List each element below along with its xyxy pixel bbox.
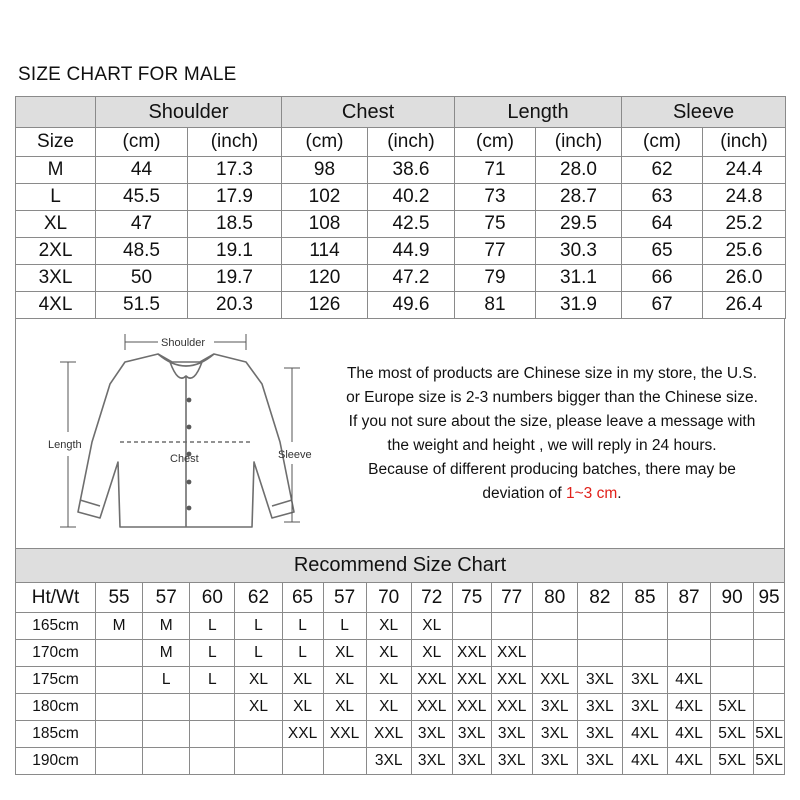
measure-cell: 50	[96, 265, 188, 292]
recommended-size-cell	[190, 721, 235, 748]
recommended-size-cell	[235, 721, 282, 748]
recommended-size-cell: XL	[323, 667, 366, 694]
deviation-value: 1~3 cm	[566, 485, 618, 502]
shirt-diagram	[30, 322, 330, 544]
weight-header: 62	[235, 583, 282, 613]
recommended-size-cell	[532, 640, 577, 667]
note-line: the weight and height , we will reply in 24 hours.	[387, 437, 717, 454]
weight-header: 57	[143, 583, 190, 613]
measure-cell: 98	[282, 157, 368, 184]
recommended-size-cell	[95, 748, 142, 775]
unit-header: (cm)	[622, 128, 703, 157]
recommended-size-cell: L	[323, 613, 366, 640]
recommended-size-cell	[622, 613, 667, 640]
measure-cell: 42.5	[368, 211, 455, 238]
measure-cell: 47	[96, 211, 188, 238]
size-group-header-row	[16, 97, 786, 128]
recommended-size-cell	[95, 640, 142, 667]
measure-cell: 81	[455, 292, 536, 319]
size-row	[16, 292, 786, 319]
recommended-size-cell: 3XL	[411, 721, 452, 748]
recommended-size-cell: XL	[366, 613, 411, 640]
recommended-size-cell: 3XL	[452, 721, 491, 748]
recommended-size-cell	[143, 721, 190, 748]
measure-cell: 51.5	[96, 292, 188, 319]
measure-cell: 44	[96, 157, 188, 184]
recommended-size-cell: L	[282, 640, 323, 667]
recommended-size-cell: 5XL	[711, 721, 754, 748]
recommended-size-cell: 3XL	[532, 721, 577, 748]
recommended-size-cell: 3XL	[577, 748, 622, 775]
note-line: or Europe size is 2-3 numbers bigger than the Chinese size.	[346, 389, 758, 406]
measure-cell: 24.8	[703, 184, 786, 211]
size-row	[16, 238, 786, 265]
recommended-size-cell: XXL	[323, 721, 366, 748]
weight-header: 85	[622, 583, 667, 613]
measure-cell: 28.0	[536, 157, 622, 184]
size-row	[16, 211, 786, 238]
group-header-chest: Chest	[282, 97, 455, 128]
recommended-size-cell	[323, 748, 366, 775]
measure-cell: 73	[455, 184, 536, 211]
recommended-size-cell: 4XL	[668, 667, 711, 694]
measure-cell: 62	[622, 157, 703, 184]
recommended-size-cell	[754, 613, 785, 640]
info-panel	[15, 318, 785, 548]
unit-header: (cm)	[96, 128, 188, 157]
recommended-size-cell	[668, 640, 711, 667]
recommended-size-cell: 3XL	[577, 694, 622, 721]
size-note	[328, 362, 776, 506]
size-row	[16, 184, 786, 211]
recommended-size-cell: 5XL	[754, 748, 785, 775]
height-row	[16, 613, 785, 640]
measure-cell: 17.3	[188, 157, 282, 184]
weight-header: 87	[668, 583, 711, 613]
measure-cell: 20.3	[188, 292, 282, 319]
group-header-shoulder: Shoulder	[96, 97, 282, 128]
recommended-size-cell: XXL	[452, 667, 491, 694]
recommended-size-cell: XL	[366, 667, 411, 694]
weight-header-row	[16, 583, 785, 613]
recommended-size-cell: 3XL	[577, 667, 622, 694]
measure-cell: 30.3	[536, 238, 622, 265]
recommended-size-cell: 4XL	[622, 748, 667, 775]
deviation-prefix: deviation of	[482, 485, 566, 502]
recommended-size-cell: XXL	[452, 640, 491, 667]
unit-header: (cm)	[282, 128, 368, 157]
recommended-size-cell: 4XL	[622, 721, 667, 748]
measure-cell: 65	[622, 238, 703, 265]
measure-cell: 18.5	[188, 211, 282, 238]
recommended-size-cell	[95, 667, 142, 694]
measure-cell: 19.7	[188, 265, 282, 292]
height-row	[16, 748, 785, 775]
height-row	[16, 640, 785, 667]
recommended-size-cell	[754, 694, 785, 721]
recommended-size-cell: M	[143, 613, 190, 640]
recommended-size-cell: XXL	[411, 694, 452, 721]
measure-cell: 71	[455, 157, 536, 184]
recommended-size-cell: XXL	[491, 694, 532, 721]
group-header-length: Length	[455, 97, 622, 128]
measure-cell: 64	[622, 211, 703, 238]
recommended-size-cell	[190, 694, 235, 721]
measure-cell: 25.6	[703, 238, 786, 265]
weight-header: 80	[532, 583, 577, 613]
recommended-size-cell: XL	[366, 640, 411, 667]
note-line: If you not sure about the size, please leave a message with	[348, 413, 756, 430]
recommended-size-cell: 3XL	[577, 721, 622, 748]
weight-header: 57	[323, 583, 366, 613]
recommended-size-cell: XL	[235, 694, 282, 721]
size-label: L	[16, 184, 96, 211]
recommended-size-cell: XXL	[491, 640, 532, 667]
measure-cell: 19.1	[188, 238, 282, 265]
recommended-size-cell: XXL	[411, 667, 452, 694]
measure-cell: 25.2	[703, 211, 786, 238]
measure-cell: 24.4	[703, 157, 786, 184]
recommended-size-cell	[143, 748, 190, 775]
height-label: 185cm	[16, 721, 96, 748]
recommended-size-cell: M	[143, 640, 190, 667]
recommended-size-cell	[143, 694, 190, 721]
recommended-size-cell	[711, 667, 754, 694]
measure-cell: 38.6	[368, 157, 455, 184]
measure-cell: 31.9	[536, 292, 622, 319]
measure-cell: 108	[282, 211, 368, 238]
recommended-size-cell: 3XL	[491, 748, 532, 775]
recommended-size-cell: 3XL	[532, 694, 577, 721]
recommended-size-cell: L	[190, 613, 235, 640]
measure-cell: 40.2	[368, 184, 455, 211]
recommended-size-cell: XL	[411, 613, 452, 640]
size-column-header: Size	[16, 128, 96, 157]
recommended-size-cell	[452, 613, 491, 640]
recommended-size-cell: L	[235, 613, 282, 640]
weight-header: 60	[190, 583, 235, 613]
recommended-size-cell	[754, 667, 785, 694]
recommended-size-cell: XL	[235, 667, 282, 694]
recommended-size-cell: L	[282, 613, 323, 640]
recommended-size-cell	[711, 640, 754, 667]
recommended-size-cell: 3XL	[411, 748, 452, 775]
shirt-collar	[158, 354, 214, 378]
recommended-size-cell: 3XL	[366, 748, 411, 775]
weight-header: 70	[366, 583, 411, 613]
measure-cell: 102	[282, 184, 368, 211]
measure-cell: 120	[282, 265, 368, 292]
recommended-size-cell: XL	[282, 694, 323, 721]
recommended-size-cell: XXL	[282, 721, 323, 748]
recommended-size-cell: 4XL	[668, 721, 711, 748]
recommended-size-cell	[577, 613, 622, 640]
measure-cell: 48.5	[96, 238, 188, 265]
recommended-size-cell: 3XL	[452, 748, 491, 775]
recommended-size-cell	[668, 613, 711, 640]
height-label: 165cm	[16, 613, 96, 640]
recommended-size-cell: 3XL	[532, 748, 577, 775]
weight-header: 65	[282, 583, 323, 613]
recommended-size-cell: 4XL	[668, 748, 711, 775]
weight-header: 95	[754, 583, 785, 613]
recommend-size-table	[15, 548, 785, 775]
recommended-size-cell	[282, 748, 323, 775]
note-line: The most of products are Chinese size in my store, the U.S.	[346, 365, 758, 382]
recommended-size-cell: 5XL	[754, 721, 785, 748]
measure-cell: 44.9	[368, 238, 455, 265]
recommended-size-cell	[622, 640, 667, 667]
measure-cell: 47.2	[368, 265, 455, 292]
size-label: M	[16, 157, 96, 184]
size-table	[15, 96, 786, 319]
weight-header: 75	[452, 583, 491, 613]
measure-cell: 79	[455, 265, 536, 292]
measure-cell: 114	[282, 238, 368, 265]
note-line	[328, 482, 776, 506]
measure-cell: 17.9	[188, 184, 282, 211]
sleeve-label: Sleeve	[278, 449, 312, 461]
measure-cell: 77	[455, 238, 536, 265]
measure-cell: 31.1	[536, 265, 622, 292]
height-row	[16, 721, 785, 748]
note-line: Because of different producing batches, there may be	[368, 461, 736, 478]
recommended-size-cell: L	[190, 640, 235, 667]
recommended-size-cell	[491, 613, 532, 640]
size-label: 2XL	[16, 238, 96, 265]
height-label: 190cm	[16, 748, 96, 775]
recommended-size-cell	[711, 613, 754, 640]
size-row	[16, 265, 786, 292]
recommended-size-cell: L	[235, 640, 282, 667]
page-title: SIZE CHART FOR MALE	[18, 64, 237, 85]
recommended-size-cell	[95, 721, 142, 748]
unit-header: (inch)	[188, 128, 282, 157]
recommended-size-cell: XXL	[491, 667, 532, 694]
weight-header: 72	[411, 583, 452, 613]
size-label: XL	[16, 211, 96, 238]
recommended-size-cell: L	[190, 667, 235, 694]
recommended-size-cell: XL	[323, 640, 366, 667]
height-weight-corner: Ht/Wt	[16, 583, 96, 613]
size-units-row	[16, 128, 786, 157]
header-corner-cell	[16, 97, 96, 128]
unit-header: (inch)	[703, 128, 786, 157]
recommend-title: Recommend Size Chart	[16, 549, 785, 583]
measure-cell: 75	[455, 211, 536, 238]
weight-header: 77	[491, 583, 532, 613]
recommended-size-cell: L	[143, 667, 190, 694]
height-label: 175cm	[16, 667, 96, 694]
height-row	[16, 667, 785, 694]
measure-cell: 67	[622, 292, 703, 319]
recommended-size-cell	[95, 694, 142, 721]
size-row	[16, 157, 786, 184]
measure-cell: 126	[282, 292, 368, 319]
unit-header: (cm)	[455, 128, 536, 157]
weight-header: 82	[577, 583, 622, 613]
measure-cell: 66	[622, 265, 703, 292]
recommend-title-row	[16, 549, 785, 583]
weight-header: 90	[711, 583, 754, 613]
recommended-size-cell: 3XL	[622, 667, 667, 694]
size-label: 3XL	[16, 265, 96, 292]
recommended-size-cell: 5XL	[711, 694, 754, 721]
recommended-size-cell: XL	[282, 667, 323, 694]
size-label: 4XL	[16, 292, 96, 319]
recommended-size-cell: XL	[323, 694, 366, 721]
recommended-size-cell: XXL	[532, 667, 577, 694]
measure-cell: 26.0	[703, 265, 786, 292]
height-label: 170cm	[16, 640, 96, 667]
measure-cell: 63	[622, 184, 703, 211]
deviation-suffix: .	[617, 485, 622, 502]
recommended-size-cell: XXL	[452, 694, 491, 721]
recommended-size-cell	[754, 640, 785, 667]
recommended-size-cell: 3XL	[491, 721, 532, 748]
height-label: 180cm	[16, 694, 96, 721]
recommended-size-cell: M	[95, 613, 142, 640]
sleeve-arrow	[284, 368, 300, 522]
unit-header: (inch)	[536, 128, 622, 157]
length-label: Length	[48, 439, 82, 451]
recommended-size-cell	[532, 613, 577, 640]
unit-header: (inch)	[368, 128, 455, 157]
height-row	[16, 694, 785, 721]
measure-cell: 49.6	[368, 292, 455, 319]
recommended-size-cell: XXL	[366, 721, 411, 748]
recommended-size-cell: XL	[366, 694, 411, 721]
recommended-size-cell	[190, 748, 235, 775]
measure-cell: 28.7	[536, 184, 622, 211]
recommended-size-cell	[235, 748, 282, 775]
recommended-size-cell: 4XL	[668, 694, 711, 721]
recommended-size-cell: XL	[411, 640, 452, 667]
recommended-size-cell	[577, 640, 622, 667]
chest-label: Chest	[170, 453, 199, 465]
measure-cell: 26.4	[703, 292, 786, 319]
shoulder-label: Shoulder	[161, 337, 206, 349]
group-header-sleeve: Sleeve	[622, 97, 786, 128]
measure-cell: 45.5	[96, 184, 188, 211]
recommended-size-cell: 5XL	[711, 748, 754, 775]
recommended-size-cell: 3XL	[622, 694, 667, 721]
weight-header: 55	[95, 583, 142, 613]
measure-cell: 29.5	[536, 211, 622, 238]
